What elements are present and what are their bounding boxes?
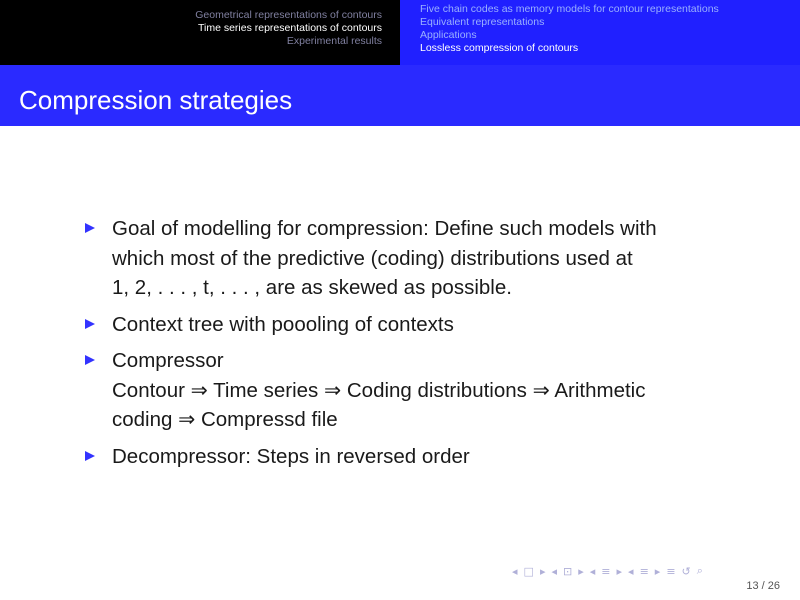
bullet-text-line: Context tree with poooling of contexts	[112, 312, 454, 336]
nav-next-doc-icon[interactable]: ▸	[654, 564, 661, 578]
bullet-item	[80, 310, 760, 340]
nav-prev-subsection-icon[interactable]: ◂	[551, 564, 557, 578]
bullet-item	[80, 346, 760, 435]
bullet-text-line: which most of the predictive (coding) distributions used at	[112, 246, 633, 270]
section-link-geometrical[interactable]: Geometrical representations of contours	[195, 9, 382, 21]
frame-title-bar	[0, 65, 800, 126]
triangle-bullet-icon	[85, 355, 95, 365]
nav-next-frame-icon[interactable]: ▸	[539, 564, 546, 578]
section-link-time-series[interactable]: Time series representations of contours	[197, 22, 382, 34]
nav-prev-section-icon[interactable]: ◂	[589, 564, 596, 578]
frame-title: Compression strategies	[19, 85, 293, 115]
section-link-experimental[interactable]: Experimental results	[286, 35, 382, 47]
subsection-link-applications[interactable]: Applications	[420, 29, 477, 41]
beamer-navigation	[512, 562, 797, 580]
nav-frame-icon[interactable]: □	[523, 564, 534, 578]
nav-subsection-icon[interactable]: ⊡	[563, 564, 573, 578]
subsection-link-chain-codes[interactable]: Five chain codes as memory models for contour representations	[420, 3, 719, 15]
nav-next-subsection-icon[interactable]: ▸	[578, 564, 584, 578]
bullet-text-line: 1, 2, . . . , t, . . . , are as skewed as possible.	[112, 276, 512, 299]
bullet-text-line: Compressor	[112, 349, 224, 372]
nav-search-icon[interactable]: ⌕	[696, 564, 703, 577]
subsection-nav	[400, 0, 800, 65]
bullet-text-line: Goal of modelling for compression: Define such models with	[112, 217, 657, 240]
slide-content	[80, 214, 760, 478]
nav-prev-frame-icon[interactable]: ◂	[512, 564, 518, 578]
subsection-link-lossless[interactable]: Lossless compression of contours	[420, 42, 579, 54]
triangle-bullet-icon	[85, 319, 95, 329]
triangle-bullet-icon	[85, 223, 95, 233]
triangle-bullet-icon	[85, 451, 95, 461]
bullet-text-line: Contour ⇒ Time series ⇒ Coding distributions ⇒ Arithmetic	[112, 378, 646, 402]
nav-menu-icon[interactable]: ≡	[666, 564, 676, 578]
bullet-text-line: coding ⇒ Compressd file	[112, 408, 338, 431]
bullet-item	[80, 214, 760, 303]
section-nav	[0, 0, 400, 65]
bullet-item	[80, 442, 760, 472]
bullet-list	[80, 214, 760, 471]
nav-next-section-icon[interactable]: ▸	[616, 564, 623, 578]
bullet-text-line: Decompressor: Steps in reversed order	[112, 444, 470, 468]
subsection-link-equivalent[interactable]: Equivalent representations	[420, 16, 545, 28]
headline-bar	[0, 0, 800, 65]
nav-doc-icon[interactable]: ≡	[639, 564, 649, 578]
nav-back-icon[interactable]: ↺	[681, 564, 691, 578]
nav-section-icon[interactable]: ≡	[601, 564, 611, 578]
nav-prev-doc-icon[interactable]: ◂	[628, 564, 634, 578]
page-number: 13 / 26	[746, 580, 780, 592]
